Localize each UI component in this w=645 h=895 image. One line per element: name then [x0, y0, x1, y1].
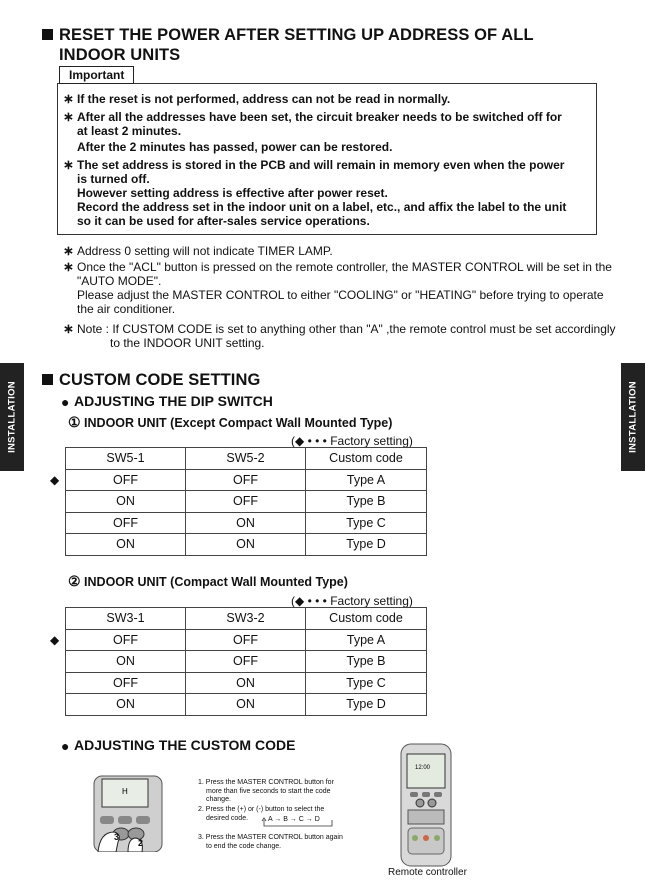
asterisk-icon: ∗ — [63, 321, 74, 336]
factory-setting-note: (◆ • • • Factory setting) — [291, 434, 413, 448]
code-sequence: A → B → C → D — [268, 816, 320, 823]
remote-closeup-illustration — [88, 770, 168, 852]
table2-title: ② INDOOR UNIT (Compact Wall Mounted Type) — [68, 573, 348, 589]
section-bullet-square — [42, 374, 53, 385]
section-bullet-square — [42, 29, 53, 40]
asterisk-icon: ∗ — [63, 91, 74, 106]
factory-default-marker: ◆ — [50, 473, 60, 487]
note-item: Note : If CUSTOM CODE is set to anything other than "A" ,the remote control must be set accordingly to the INDOOR UNIT setting. — [77, 322, 616, 350]
bullet-dot-icon: ● — [61, 394, 70, 410]
table-row: ON OFF Type B — [66, 651, 427, 673]
remote-caption: Remote controller — [388, 867, 467, 878]
svg-text:12:00: 12:00 — [415, 765, 431, 771]
dip-table-1 — [65, 447, 427, 556]
table-row: OFF ON Type C — [66, 512, 427, 534]
side-tab-left: INSTALLATION — [0, 363, 24, 471]
diamond-icon: ◆ — [295, 594, 305, 608]
step-2: 2. Press the (+) or (-) button to select the desired code. — [198, 806, 325, 822]
asterisk-icon: ∗ — [63, 259, 74, 274]
bullet-dot-icon: ● — [61, 738, 70, 754]
table1-title: ① INDOOR UNIT (Except Compact Wall Mounted Type) — [68, 414, 393, 430]
table-row: ON OFF Type B — [66, 491, 427, 513]
table-header-row: SW5-1 SW5-2 Custom code — [66, 448, 427, 470]
dip-heading: ADJUSTING THE DIP SWITCH — [74, 393, 273, 409]
table-row: ON ON Type D — [66, 694, 427, 716]
asterisk-icon: ∗ — [63, 157, 74, 172]
table-row: OFF OFF Type A — [66, 469, 427, 491]
table-header-row: SW3-1 SW3-2 Custom code — [66, 608, 427, 630]
table-row: ON ON Type D — [66, 534, 427, 556]
side-tab-right: INSTALLATION — [621, 363, 645, 471]
custom-code-heading: ADJUSTING THE CUSTOM CODE — [74, 737, 296, 753]
diamond-icon: ◆ — [295, 434, 305, 448]
important-item: The set address is stored in the PCB and will remain in memory even when the power is turned off. However setting address is effective after power reset. Record the address set in the indoor unit on a label, etc., and affix the label to the unit so it can be used for after-sales service operations. — [77, 158, 567, 228]
step-1: 1. Press the MASTER CONTROL button for more than five seconds to start the code change. — [198, 779, 334, 803]
remote-controller-illustration — [398, 742, 454, 868]
factory-setting-note: (◆ • • • Factory setting) — [291, 594, 413, 608]
section-title-reset: RESET THE POWER AFTER SETTING UP ADDRESS OF ALL INDOOR UNITS — [59, 26, 534, 64]
asterisk-icon: ∗ — [63, 243, 74, 258]
dip-table-2 — [65, 607, 427, 716]
section-title-custom: CUSTOM CODE SETTING — [59, 371, 261, 389]
step-3: 3. Press the MASTER CONTROL button again to end the code change. — [198, 834, 343, 850]
asterisk-icon: ∗ — [63, 109, 74, 124]
table-row: OFF ON Type C — [66, 672, 427, 694]
note-item: Address 0 setting will not indicate TIMER LAMP. — [77, 244, 333, 258]
important-item: If the reset is not performed, address can not be read in normally. — [77, 92, 451, 106]
note-item: Once the "ACL" button is pressed on the remote controller, the MASTER CONTROL will be set in the "AUTO MODE". Please adjust the MASTER CONTROL to either "COOLING" or "HEATING" before trying to operate the air conditioner. — [77, 260, 612, 316]
callout-number: 2 — [138, 838, 144, 848]
factory-default-marker: ◆ — [50, 633, 60, 647]
callout-number: 3 — [114, 832, 120, 842]
svg-text:H: H — [122, 787, 128, 796]
important-item: After all the addresses have been set, the circuit breaker needs to be switched off for at least 2 minutes. After the 2 minutes has passed, power can be restored. — [77, 110, 562, 154]
sequence-loop-arrow — [260, 814, 336, 828]
table-row: OFF OFF Type A — [66, 629, 427, 651]
important-label: Important — [59, 66, 134, 84]
